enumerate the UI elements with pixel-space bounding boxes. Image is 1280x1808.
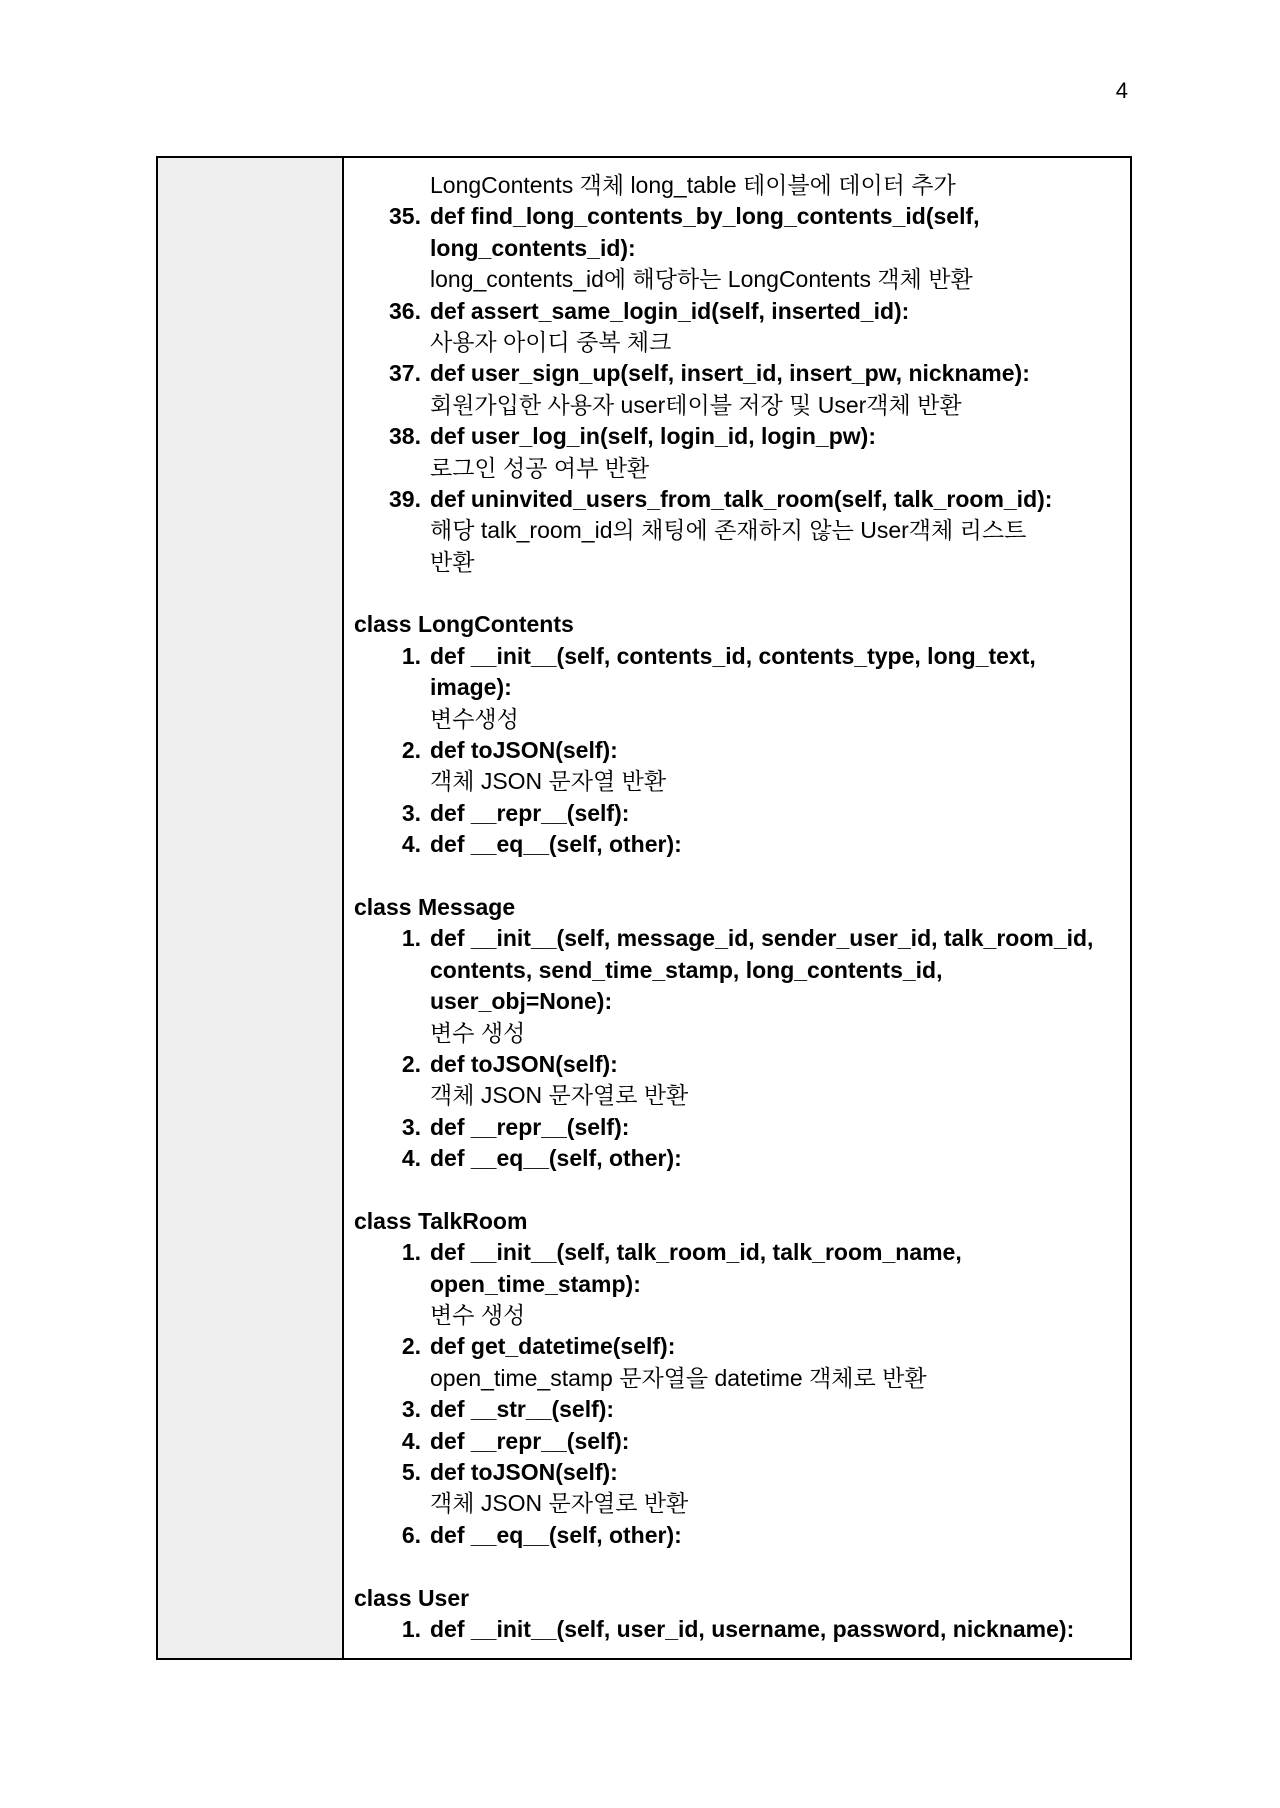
method-signature: def __init__(self, user_id, username, password, nickname):	[430, 1615, 1075, 1642]
method-item	[354, 484, 1122, 578]
method-item	[354, 1614, 1122, 1645]
method-signature: def __repr__(self):	[430, 1113, 630, 1140]
method-signature: def __repr__(self):	[430, 799, 630, 826]
method-number: 5.	[401, 1459, 421, 1486]
method-item	[354, 1237, 1122, 1331]
method-signature: def __eq__(self, other):	[430, 1145, 682, 1172]
method-number: 38.	[389, 423, 421, 450]
method-item	[354, 735, 1122, 798]
method-item	[354, 641, 1122, 735]
method-item	[354, 296, 1122, 359]
method-signature: long_contents_id):	[430, 234, 636, 261]
method-number: 2.	[401, 737, 421, 764]
table-left-cell	[158, 158, 344, 1658]
method-signature: def __eq__(self, other):	[430, 831, 682, 858]
method-item	[354, 1143, 1122, 1174]
method-description: 객체 JSON 문자열 반환	[430, 768, 667, 795]
method-number: 36.	[389, 297, 421, 324]
method-item	[354, 798, 1122, 829]
method-number: 4.	[401, 831, 421, 858]
method-signature: contents, send_time_stamp, long_contents_id,	[430, 956, 943, 983]
method-item	[354, 1331, 1122, 1394]
method-signature: image):	[430, 674, 512, 701]
method-signature: def user_log_in(self, login_id, login_pw):	[430, 423, 876, 450]
method-description: 해당 talk_room_id의 채팅에 존재하지 않는 User객체 리스트	[430, 517, 1027, 544]
method-description: long_contents_id에 해당하는 LongContents 객체 반환	[430, 266, 973, 293]
method-signature: def __repr__(self):	[430, 1427, 630, 1454]
method-item	[354, 421, 1122, 484]
method-signature: def uninvited_users_from_talk_room(self, talk_room_id):	[430, 485, 1053, 512]
class-section	[354, 892, 1122, 1175]
method-item	[354, 1426, 1122, 1457]
method-description: 회원가입한 사용자 user테이블 저장 및 User객체 반환	[430, 391, 962, 418]
method-number: 1.	[401, 1615, 421, 1642]
method-number: 2.	[401, 1050, 421, 1077]
method-signature: def toJSON(self):	[430, 1050, 618, 1077]
method-item	[354, 1394, 1122, 1425]
method-description: 변수 생성	[430, 1019, 526, 1046]
method-number: 3.	[401, 1396, 421, 1423]
method-signature: def assert_same_login_id(self, inserted_id):	[430, 297, 910, 324]
class-heading: class Message	[354, 894, 516, 920]
method-number: 1.	[401, 642, 421, 669]
method-description: 사용자 아이디 중복 체크	[430, 328, 672, 355]
method-item	[354, 829, 1122, 860]
class-heading: class TalkRoom	[354, 1207, 528, 1234]
method-item	[354, 358, 1122, 421]
document-table	[156, 156, 1132, 1660]
method-signature: def __init__(self, talk_room_id, talk_room_name,	[430, 1239, 962, 1266]
method-signature: def toJSON(self):	[430, 737, 618, 764]
page-number: 4	[1115, 78, 1128, 103]
method-description: 객체 JSON 문자열로 반환	[430, 1490, 689, 1517]
table-content-cell	[344, 158, 1130, 1658]
method-signature: open_time_stamp):	[430, 1270, 641, 1297]
method-number: 3.	[401, 1113, 421, 1140]
method-signature: def __str__(self):	[430, 1396, 615, 1423]
class-heading: class LongContents	[354, 611, 574, 638]
method-number: 1.	[401, 925, 421, 952]
method-number: 4.	[401, 1145, 421, 1172]
method-description: 변수생성	[430, 705, 519, 732]
method-item	[354, 201, 1122, 295]
method-signature: user_obj=None):	[430, 988, 613, 1015]
method-number: 39.	[389, 485, 421, 512]
method-item	[354, 1049, 1122, 1112]
method-number: 2.	[401, 1333, 421, 1360]
method-signature: def toJSON(self):	[430, 1459, 618, 1486]
method-number: 1.	[401, 1239, 421, 1266]
class-heading: class User	[354, 1584, 470, 1611]
method-description: 변수 생성	[430, 1302, 526, 1329]
method-number: 6.	[401, 1521, 421, 1548]
method-item	[354, 1112, 1122, 1143]
method-item	[354, 1457, 1122, 1520]
method-signature: def __eq__(self, other):	[430, 1521, 682, 1548]
method-item	[354, 923, 1122, 1049]
method-description: 객체 JSON 문자열로 반환	[430, 1082, 689, 1109]
continued-description: LongContents 객체 long_table 테이블에 데이터 추가	[430, 172, 956, 198]
method-number: 37.	[389, 360, 421, 387]
method-signature: def __init__(self, contents_id, contents_type, long_text,	[430, 642, 1036, 669]
method-signature: def user_sign_up(self, insert_id, insert_pw, nickname):	[430, 360, 1030, 387]
method-number: 3.	[401, 799, 421, 826]
method-description: open_time_stamp 문자열을 datetime 객체로 반환	[430, 1364, 927, 1391]
method-signature: def get_datetime(self):	[430, 1333, 676, 1360]
class-section	[354, 1206, 1122, 1551]
method-item	[354, 1520, 1122, 1551]
method-signature: def find_long_contents_by_long_contents_id(self,	[430, 203, 980, 230]
method-description: 반환	[430, 548, 475, 575]
class-section	[354, 1583, 1122, 1646]
method-signature: def __init__(self, message_id, sender_user_id, talk_room_id,	[430, 925, 1094, 952]
class-section	[354, 609, 1122, 860]
method-number: 4.	[401, 1427, 421, 1454]
method-number: 35.	[389, 203, 421, 230]
method-description: 로그인 성공 여부 반환	[430, 454, 650, 481]
